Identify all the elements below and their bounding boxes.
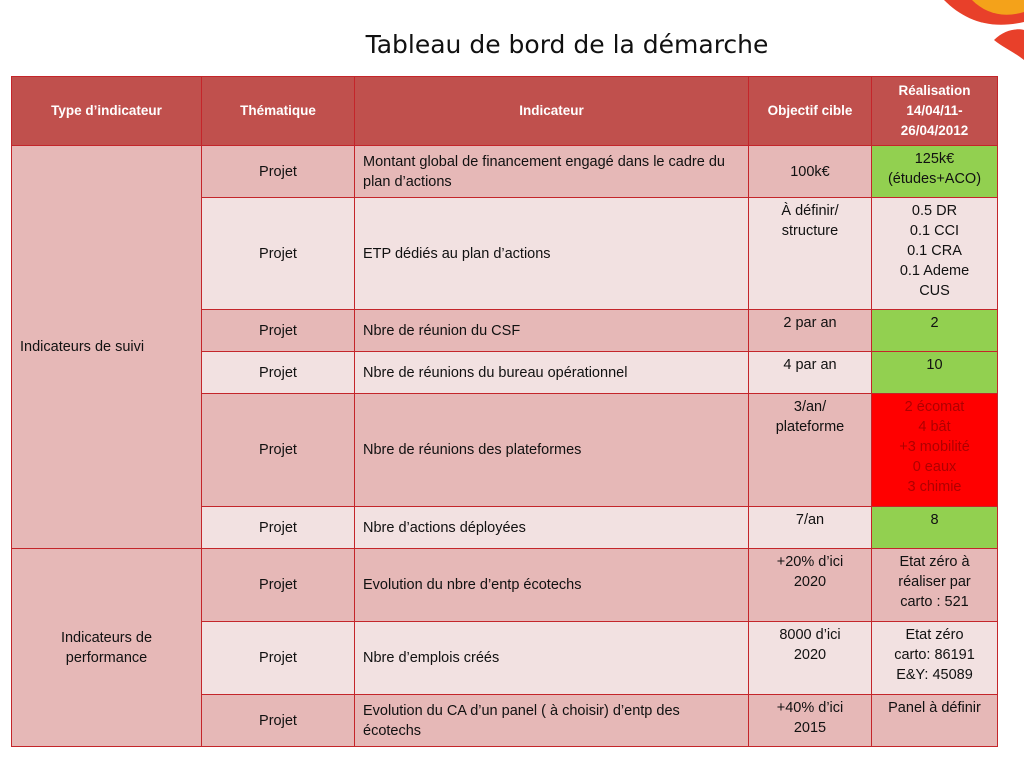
header-realisation: Réalisation 14/04/11-26/04/2012 [872, 77, 998, 146]
cell-indicateur: Nbre d’emplois créés [355, 622, 749, 695]
cell-objectif: +20% d’ici 2020 [749, 549, 872, 622]
group-label-performance: Indicateurs de performance [12, 549, 202, 747]
table-header-row [12, 77, 998, 146]
cell-indicateur: Nbre de réunions des plateformes [355, 394, 749, 507]
cell-thematique: Projet [202, 549, 355, 622]
cell-objectif: 8000 d’ici 2020 [749, 622, 872, 695]
cell-realisation: 8 [872, 507, 998, 549]
cell-indicateur: Evolution du CA d’un panel ( à choisir) d’entp des écotechs [355, 695, 749, 747]
cell-thematique: Projet [202, 198, 355, 310]
indicator-table [11, 76, 998, 747]
cell-realisation: Panel à définir [872, 695, 998, 747]
table-row [12, 549, 998, 622]
cell-objectif: 4 par an [749, 352, 872, 394]
cell-indicateur: Evolution du nbre d’entp écotechs [355, 549, 749, 622]
table-row [12, 146, 998, 198]
cell-thematique: Projet [202, 352, 355, 394]
cell-thematique: Projet [202, 695, 355, 747]
group-label-suivi: Indicateurs de suivi [12, 146, 202, 549]
header-indicateur: Indicateur [355, 77, 749, 146]
cell-realisation: 125k€ (études+ACO) [872, 146, 998, 198]
cell-realisation: 2 écomat 4 bât +3 mobilité 0 eaux 3 chimie [872, 394, 998, 507]
cell-objectif: 7/an [749, 507, 872, 549]
cell-objectif: À définir/ structure [749, 198, 872, 310]
cell-realisation: Etat zéro carto: 86191 E&Y: 45089 [872, 622, 998, 695]
header-type: Type d’indicateur [12, 77, 202, 146]
cell-realisation: Etat zéro à réaliser par carto : 521 [872, 549, 998, 622]
cell-objectif: 2 par an [749, 310, 872, 352]
page-title: Tableau de bord de la démarche [365, 30, 769, 59]
cell-realisation: 0.5 DR 0.1 CCI 0.1 CRA 0.1 Ademe CUS [872, 198, 998, 310]
header-objectif: Objectif cible [749, 77, 872, 146]
cell-indicateur: Montant global de financement engagé dans le cadre du plan d’actions [355, 146, 749, 198]
cell-realisation: 2 [872, 310, 998, 352]
cell-objectif: 100k€ [749, 146, 872, 198]
cell-thematique: Projet [202, 394, 355, 507]
cell-thematique: Projet [202, 310, 355, 352]
cell-thematique: Projet [202, 507, 355, 549]
cell-objectif: 3/an/ plateforme [749, 394, 872, 507]
cell-realisation: 10 [872, 352, 998, 394]
cell-indicateur: ETP dédiés au plan d’actions [355, 198, 749, 310]
cell-thematique: Projet [202, 146, 355, 198]
cell-indicateur: Nbre de réunions du bureau opérationnel [355, 352, 749, 394]
header-thematique: Thématique [202, 77, 355, 146]
cell-indicateur: Nbre de réunion du CSF [355, 310, 749, 352]
cell-indicateur: Nbre d’actions déployées [355, 507, 749, 549]
cell-objectif: +40% d’ici 2015 [749, 695, 872, 747]
cell-thematique: Projet [202, 622, 355, 695]
